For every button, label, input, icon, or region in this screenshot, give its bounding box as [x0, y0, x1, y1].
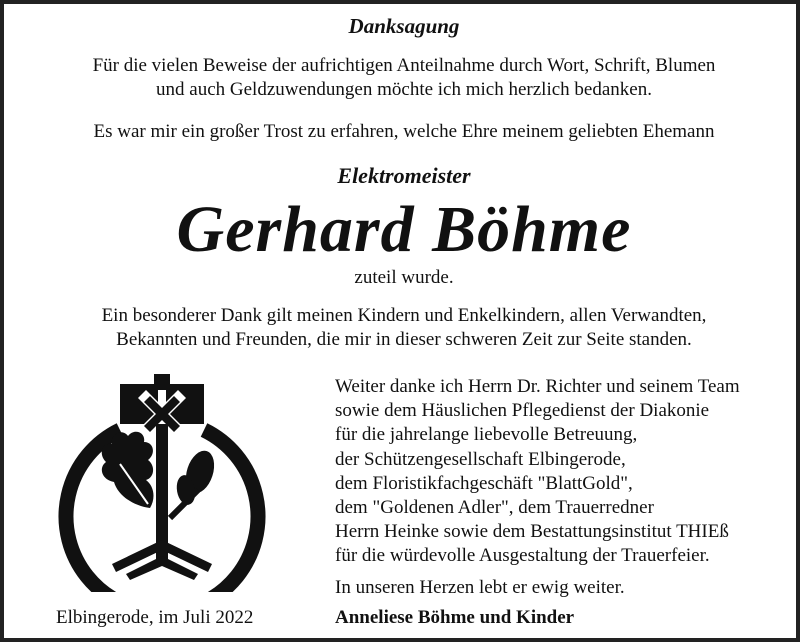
thanks-others-line: dem "Goldenen Adler", dem Trauerredner [335, 497, 654, 519]
thanks-others-paragraph [335, 375, 795, 569]
signature: Anneliese Böhme und Kinder [335, 607, 575, 628]
thanks-others-line: der Schützengesellschaft Elbingerode, [335, 448, 626, 470]
thanks-family-line: Bekannten und Freunden, die mir in dieser schweren Zeit zur Seite standen. [116, 329, 692, 350]
thanks-others-line: Herrn Heinke sowie dem Bestattungsinstitut THIEß [335, 521, 729, 543]
intro-line: Für die vielen Beweise der aufrichtigen Anteilnahme durch Wort, Schrift, Blumen [92, 55, 716, 76]
oak-leaf-cross-emblem-icon [50, 368, 274, 592]
place-date: Elbingerode, im Juli 2022 [56, 607, 254, 628]
thanks-family-paragraph [4, 304, 800, 352]
deceased-title: Elektromeister [337, 163, 471, 188]
thanks-others-line: sowie dem Häuslichen Pflegedienst der Diakonie [335, 400, 710, 422]
thanks-others-line: für die würdevolle Ausgestaltung der Trauerfeier. [335, 545, 710, 567]
deceased-name: Gerhard Böhme [176, 193, 632, 266]
intro-line: und auch Geldzuwendungen möchte ich mich herzlich bedanken. [156, 79, 652, 100]
thanks-others-line: dem Floristikfachgeschäft "BlattGold", [335, 472, 633, 494]
thanks-family-line: Ein besonderer Dank gilt meinen Kindern und Enkelkindern, allen Verwandten, [101, 305, 707, 326]
thanks-others-line: Weiter danke ich Herrn Dr. Richter und seinem Team [335, 376, 740, 397]
closing-line: In unseren Herzen lebt er ewig weiter. [335, 577, 625, 598]
comfort-line: Es war mir ein großer Trost zu erfahren, welche Ehre meinem geliebten Ehemann [93, 121, 715, 142]
granted-line: zuteil wurde. [354, 267, 454, 288]
thanks-others-line: für die jahrelange liebevolle Betreuung, [335, 424, 638, 446]
intro-paragraph [4, 54, 800, 102]
notice-heading: Danksagung [348, 14, 460, 38]
